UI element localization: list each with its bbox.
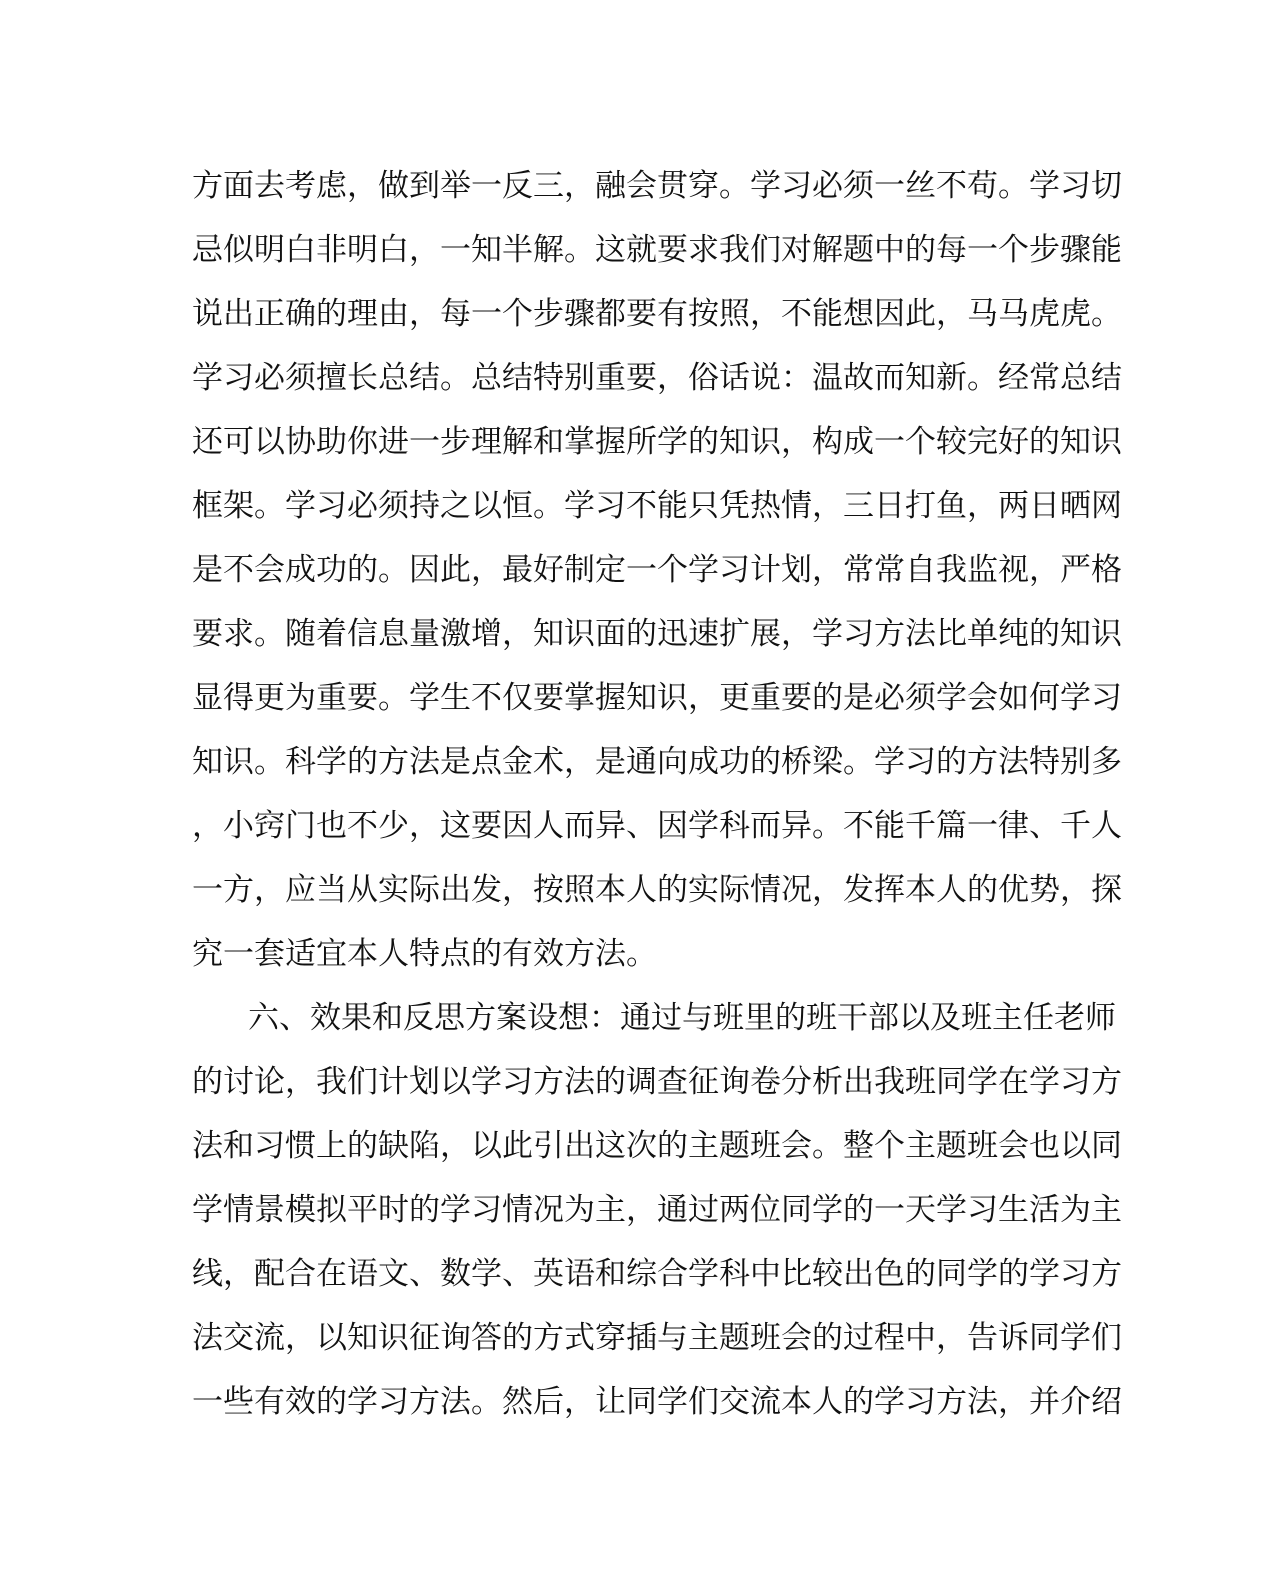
text-line: 法交流，以知识征询答的方式穿插与主题班会的过程中，告诉同学们 bbox=[192, 1320, 1122, 1356]
text-line: 忌似明白非明白，一知半解。这就要求我们对解题中的每一个步骤能 bbox=[192, 232, 1122, 268]
text-line: 线，配合在语文、数学、英语和综合学科中比较出色的同学的学习方 bbox=[192, 1256, 1122, 1292]
text-line: 学习必须擅长总结。总结特别重要，俗话说：温故而知新。经常总结 bbox=[192, 360, 1122, 396]
text-line: 显得更为重要。学生不仅要掌握知识，更重要的是必须学会如何学习 bbox=[192, 680, 1122, 716]
text-line: 是不会成功的。因此，最好制定一个学习计划，常常自我监视，严格 bbox=[192, 552, 1122, 588]
text-line: 六、效果和反思方案设想：通过与班里的班干部以及班主任老师 bbox=[248, 1000, 1116, 1036]
text-line: 框架。学习必须持之以恒。学习不能只凭热情，三日打鱼，两日晒网 bbox=[192, 488, 1122, 524]
text-line: 法和习惯上的缺陷，以此引出这次的主题班会。整个主题班会也以同 bbox=[192, 1128, 1122, 1164]
text-line: 究一套适宜本人特点的有效方法。 bbox=[192, 936, 657, 972]
text-line: 还可以协助你进一步理解和掌握所学的知识，构成一个较完好的知识 bbox=[192, 424, 1122, 460]
text-line: 的讨论，我们计划以学习方法的调查征询卷分析出我班同学在学习方 bbox=[192, 1064, 1122, 1100]
text-line: 学情景模拟平时的学习情况为主，通过两位同学的一天学习生活为主 bbox=[192, 1192, 1122, 1228]
text-line: 说出正确的理由，每一个步骤都要有按照，不能想因此，马马虎虎。 bbox=[192, 296, 1122, 332]
body-text bbox=[192, 154, 1122, 1434]
text-line: ，小窍门也不少，这要因人而异、因学科而异。不能千篇一律、千人 bbox=[192, 808, 1122, 844]
text-line: 要求。随着信息量激增，知识面的迅速扩展，学习方法比单纯的知识 bbox=[192, 616, 1122, 652]
paragraph-study-habits bbox=[192, 154, 1122, 986]
text-line: 知识。科学的方法是点金术，是通向成功的桥梁。学习的方法特别多 bbox=[192, 744, 1122, 780]
text-line: 方面去考虑，做到举一反三，融会贯穿。学习必须一丝不苟。学习切 bbox=[192, 168, 1122, 204]
paragraph-effect-and-reflection bbox=[192, 986, 1122, 1434]
text-line: 一些有效的学习方法。然后，让同学们交流本人的学习方法，并介绍 bbox=[192, 1384, 1122, 1420]
text-line: 一方，应当从实际出发，按照本人的实际情况，发挥本人的优势，探 bbox=[192, 872, 1122, 908]
